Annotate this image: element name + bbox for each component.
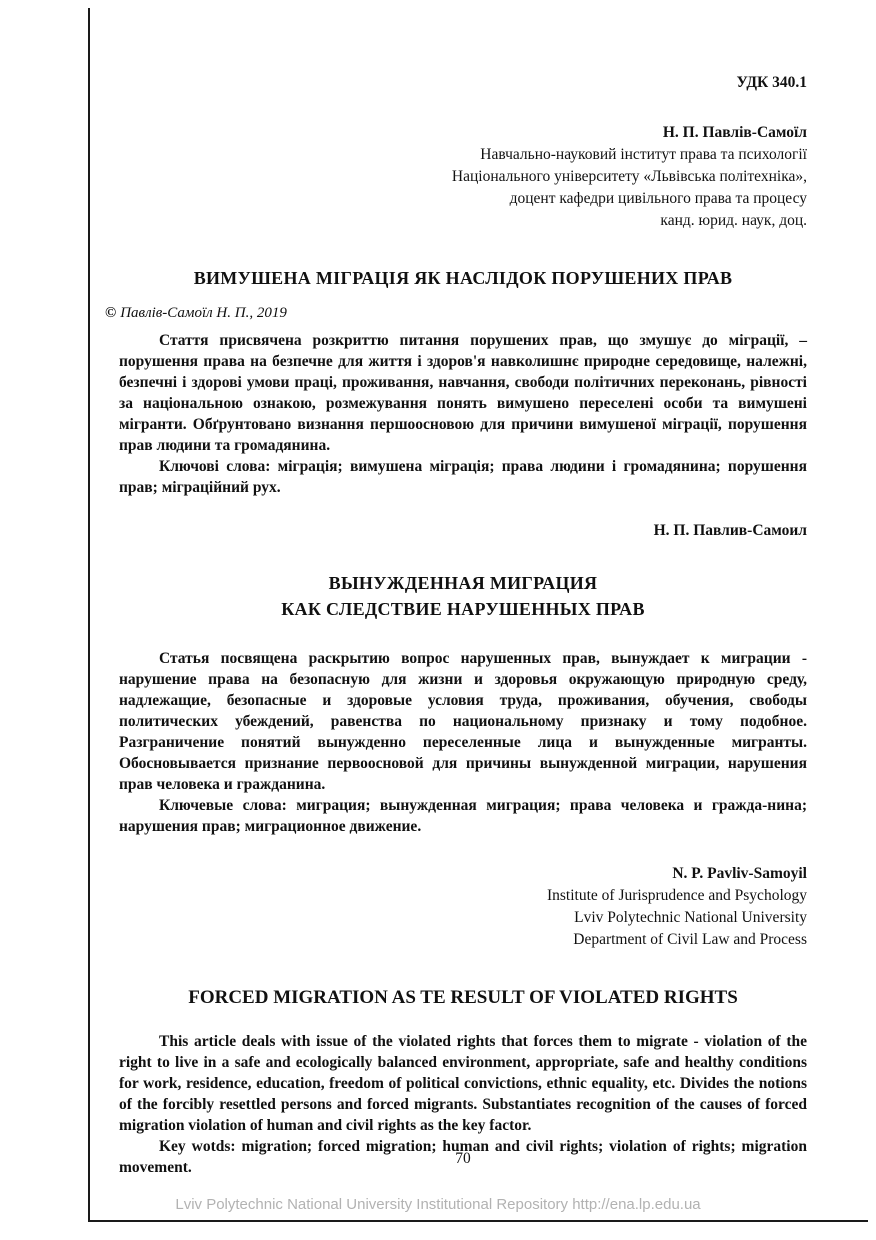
page-border-bottom xyxy=(88,1220,868,1222)
page-border-left xyxy=(88,8,90,1222)
page-number: 70 xyxy=(455,1150,471,1167)
author-name-en: N. P. Pavliv-Samoyil xyxy=(672,865,807,882)
article-title-ru-line2: КАК СЛЕДСТВИЕ НАРУШЕННЫХ ПРАВ xyxy=(281,599,645,619)
copyright-line xyxy=(105,305,807,322)
article-title-uk: ВИМУШЕНА МІГРАЦІЯ ЯК НАСЛІДОК ПОРУШЕНИХ ПРАВ xyxy=(193,268,733,288)
copyright-text: Павлів-Самоїл Н. П., 2019 xyxy=(120,305,287,321)
author-affiliation-line: канд. юрид. наук, доц. xyxy=(660,212,807,229)
repository-footer: Lviv Polytechnic National University Institutional Repository http://ena.lp.edu.ua xyxy=(175,1196,701,1213)
author-name-ru: Н. П. Павлив-Самоил xyxy=(653,522,807,539)
author-affiliation-line: Навчально-науковий інститут права та психології xyxy=(480,146,807,163)
copyright-icon: © xyxy=(105,305,117,321)
article-title-en: FORCED MIGRATION AS TE RESULT OF VIOLATED RIGHTS xyxy=(188,987,738,1008)
abstract-en: This article deals with issue of the violated rights that forces them to migrate - violation of the right to live in a safe and ecologically balanced environment, appropriate, safe and healthy conditions for work, residence, education, freedom of political convictions, ethnic equality, etc. Divides the notions of the forcibly resettled persons and forced migrants. Substantiates recognition of the causes of forced migration violation of human and civil rights as the key factor. xyxy=(119,1033,807,1134)
author-affiliation-line: Institute of Jurisprudence and Psychology xyxy=(546,887,807,904)
author-affiliation-line: Національного університету «Львівська політехніка», xyxy=(451,168,807,185)
abstract-uk: Стаття присвячена розкриттю питання порушених прав, що змушує до міграції, – порушення права на безпечне для життя і здоров'я навколишнє природне середовище, належні, безпечні і здорові умови праці, проживання, навчання, свободи політичних переконань, рівності за національною ознакою, розмежування понять вимушено переселені особи та вимушені мігранти. Обґрунтовано визнання першоосновою для причини вимушеної міграції, порушення прав людини та громадянина. xyxy=(119,332,807,454)
author-affiliation-line: доцент кафедри цивільного права та процесу xyxy=(509,190,807,207)
abstract-ru: Статья посвящена раскрытию вопрос нарушенных прав, вынуждает к миграции - нарушение права на безопасную для жизни и здоровья окружающую природную среду, надлежащие, безопасные и здоровые условия труда, проживания, обучения, свободы политических убеждений, равенства по национальному признаку и тому подобное. Разграничение понятий вынужденно переселенные лица и вынужденные мигранты. Обосновывается признание первоосновой для причины вынужденной миграции, нарушения прав человека и гражданина. xyxy=(119,650,807,793)
udk-code: УДК 340.1 xyxy=(736,74,807,91)
author-block-en xyxy=(119,863,807,951)
author-name-uk: Н. П. Павлів-Самоїл xyxy=(662,124,807,141)
author-affiliation-line: Department of Civil Law and Process xyxy=(573,931,807,948)
keywords-en: Key wotds: migration; forced migration; human and civil rights; violation of rights; migration movement. xyxy=(119,1138,807,1176)
keywords-uk: Ключові слова: міграція; вимушена міграція; права людини і громадянина; порушення прав; міграційний рух. xyxy=(119,458,807,496)
article-title-ru-line1: ВЫНУЖДЕННАЯ МИГРАЦИЯ xyxy=(328,573,598,593)
author-block-uk xyxy=(119,122,807,232)
keywords-ru: Ключевые слова: миграция; вынужденная миграция; права человека и гражда-нина; нарушения прав; миграционное движение. xyxy=(119,797,807,835)
document-page xyxy=(105,0,807,1178)
article-title-ru xyxy=(119,570,807,622)
author-affiliation-line: Lviv Polytechnic National University xyxy=(574,909,807,926)
